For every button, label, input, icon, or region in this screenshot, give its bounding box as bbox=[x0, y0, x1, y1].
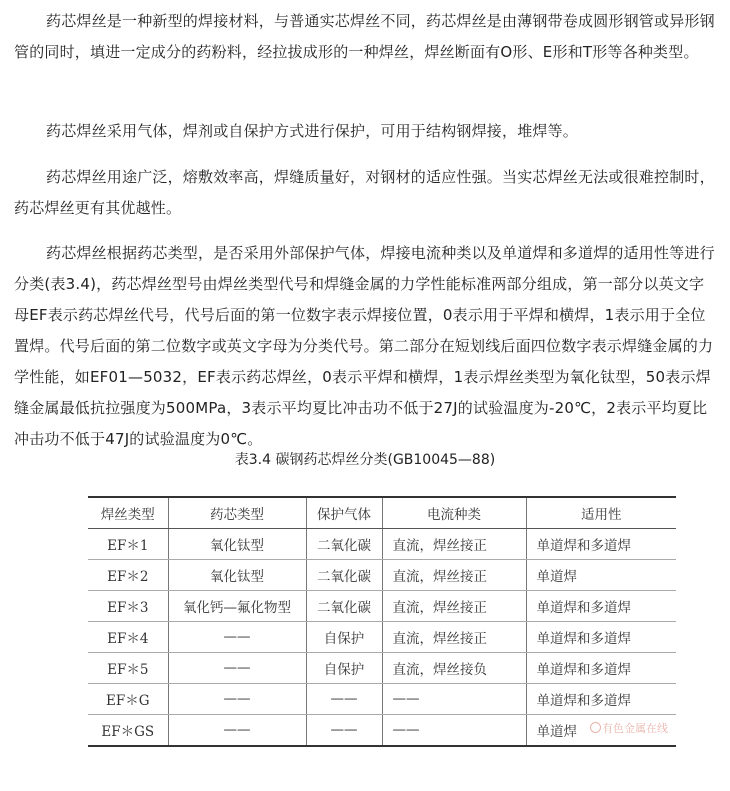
cell-wire-type: EF＊GS bbox=[88, 715, 168, 747]
table-row bbox=[88, 622, 676, 653]
table-row bbox=[88, 684, 676, 715]
cell-core-type: —— bbox=[168, 684, 306, 715]
cell-applicability: 单道焊和多道焊 bbox=[526, 653, 676, 684]
cell-wire-type: EF＊5 bbox=[88, 653, 168, 684]
table-row bbox=[88, 560, 676, 591]
cell-shield-gas: 二氧化碳 bbox=[306, 529, 382, 560]
cell-wire-type: EF＊G bbox=[88, 684, 168, 715]
watermark-text: 有色金属在线 bbox=[602, 722, 668, 735]
header-core-type: 药芯类型 bbox=[168, 497, 306, 529]
cell-shield-gas: 自保护 bbox=[306, 622, 382, 653]
cell-shield-gas: 自保护 bbox=[306, 653, 382, 684]
header-current-type: 电流种类 bbox=[382, 497, 526, 529]
cell-current-type: 直流，焊丝接正 bbox=[382, 560, 526, 591]
cell-applicability: 单道焊 bbox=[526, 560, 676, 591]
cell-shield-gas: —— bbox=[306, 684, 382, 715]
cell-applicability: 单道焊和多道焊 bbox=[526, 622, 676, 653]
wire-classification-table bbox=[88, 496, 676, 747]
cell-current-type: 直流，焊丝接正 bbox=[382, 529, 526, 560]
cell-core-type: 氧化钙—氟化物型 bbox=[168, 591, 306, 622]
table-row bbox=[88, 653, 676, 684]
header-shield-gas: 保护气体 bbox=[306, 497, 382, 529]
cell-shield-gas: 二氧化碳 bbox=[306, 591, 382, 622]
cell-wire-type: EF＊3 bbox=[88, 591, 168, 622]
cell-core-type: 氧化钛型 bbox=[168, 529, 306, 560]
cell-core-type: —— bbox=[168, 715, 306, 747]
cell-applicability: 单道焊和多道焊 bbox=[526, 529, 676, 560]
paragraph-advantages: 药芯焊丝用途广泛，熔敷效率高，焊缝质量好，对钢材的适应性强。当实芯焊丝无法或很难控制时，药芯焊丝更有其优越性。 bbox=[14, 168, 715, 217]
watermark bbox=[590, 720, 668, 736]
cell-current-type: 直流，焊丝接负 bbox=[382, 653, 526, 684]
cell-core-type: —— bbox=[168, 622, 306, 653]
table-row bbox=[88, 715, 676, 747]
cell-wire-type: EF＊1 bbox=[88, 529, 168, 560]
table-row bbox=[88, 529, 676, 560]
header-wire-type: 焊丝类型 bbox=[88, 497, 168, 529]
table-caption: 表3.4 碳钢药芯焊丝分类(GB10045—88) bbox=[234, 452, 496, 468]
cell-shield-gas: —— bbox=[306, 715, 382, 747]
cell-current-type: 直流，焊丝接正 bbox=[382, 622, 526, 653]
cell-shield-gas: 二氧化碳 bbox=[306, 560, 382, 591]
cell-current-type: 直流，焊丝接正 bbox=[382, 591, 526, 622]
watermark-logo-icon bbox=[590, 722, 601, 733]
table-header-row bbox=[88, 497, 676, 529]
cell-applicability: 单道焊和多道焊 bbox=[526, 684, 676, 715]
cell-wire-type: EF＊4 bbox=[88, 622, 168, 653]
cell-applicability: 单道焊 bbox=[526, 715, 676, 747]
paragraph-protection: 药芯焊丝采用气体，焊剂或自保护方式进行保护，可用于结构钢焊接，堆焊等。 bbox=[46, 122, 579, 140]
cell-current-type: —— bbox=[382, 684, 526, 715]
table-row bbox=[88, 591, 676, 622]
paragraph-classification: 药芯焊丝根据药芯类型，是否采用外部保护气体，焊接电流种类以及单道焊和多道焊的适用性等进行分类(表3.4)，药芯焊丝型号由焊丝类型代号和焊缝金属的力学性能标准两部分组成，第一部分以英文字母EF表示药芯焊丝代号，代号后面的第一位数字表示焊接位置，0表示用于平焊和横焊，1表示用于全位置焊。代号后面的第二位数字或英文字母为分类代号。第二部分在短划线后面四位数字表示焊缝金属的力学性能，如EF01—5032，EF表示药芯焊丝，0表示平焊和横焊，1表示焊丝类型为氧化钛型，50表示焊缝金属最低抗拉强度为500MPa，3表示平均夏比冲击功不低于27J的试验温度为-20℃，2表示平均夏比冲击功不低于47J的试验温度为0℃。 bbox=[14, 244, 715, 448]
paragraph-intro: 药芯焊丝是一种新型的焊接材料，与普通实芯焊丝不同，药芯焊丝是由薄钢带卷成圆形钢管或异形钢管的同时，填进一定成分的药粉料，经拉拔成形的一种焊丝，焊丝断面有O形、E形和T形等各种类型。 bbox=[14, 12, 715, 61]
cell-applicability: 单道焊和多道焊 bbox=[526, 591, 676, 622]
header-applicability: 适用性 bbox=[526, 497, 676, 529]
cell-core-type: —— bbox=[168, 653, 306, 684]
cell-core-type: 氧化钛型 bbox=[168, 560, 306, 591]
cell-wire-type: EF＊2 bbox=[88, 560, 168, 591]
cell-current-type: —— bbox=[382, 715, 526, 747]
